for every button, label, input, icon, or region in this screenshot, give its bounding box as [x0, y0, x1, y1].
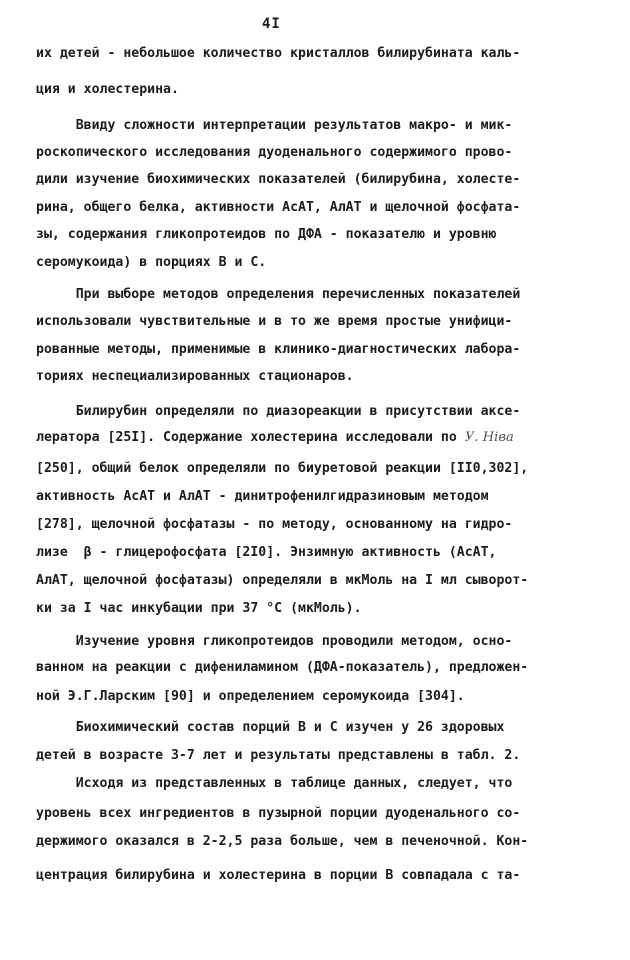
- text-line: [36, 116, 594, 136]
- text-line: [36, 571, 594, 591]
- text-line: [36, 428, 594, 448]
- text-line: [36, 225, 594, 245]
- text-line: [36, 340, 594, 360]
- text-line: [36, 44, 594, 64]
- line-text: АлАТ, щелочной фосфатазы) определяли в мкМоль на I мл сыворот-: [36, 573, 529, 588]
- text-line: [36, 312, 594, 332]
- line-text: Ввиду сложности интерпретации результатов макро- и мик-: [36, 118, 513, 133]
- text-line: [36, 804, 594, 824]
- line-text: использовали чувствительные и в то же время простые унифици-: [36, 314, 513, 329]
- text-line: [36, 746, 594, 766]
- line-text: центрация билирубина и холестерина в порции В совпадала с та-: [36, 868, 521, 883]
- line-text: ки за I час инкубации при 37 °С (мкМоль).: [36, 601, 362, 616]
- line-text: уровень всех ингредиентов в пузырной порции дуоденального со-: [36, 806, 521, 821]
- text-line: [36, 718, 594, 738]
- text-line: [36, 687, 594, 707]
- line-text: держимого оказался в 2-2,5 раза больше, чем в печеночной. Кон-: [36, 834, 529, 849]
- line-text: Биохимический состав порций В и С изучен у 26 здоровых: [36, 720, 505, 735]
- text-line: [36, 866, 594, 886]
- text-line: [36, 80, 594, 100]
- line-text: Билирубин определяли по диазореакции в присутствии аксе-: [36, 404, 521, 419]
- line-text: зы, содержания гликопротеидов по ДФА - показателю и уровню: [36, 227, 497, 242]
- text-line: [36, 402, 594, 422]
- text-line: [36, 170, 594, 190]
- line-text: ной Э.Г.Ларским [90] и определением серомукоида [304].: [36, 689, 465, 704]
- line-text: [278], щелочной фосфатазы - по методу, основанному на гидро-: [36, 517, 513, 532]
- text-line: [36, 459, 594, 479]
- line-text: ция и холестерина.: [36, 82, 179, 97]
- line-text: При выборе методов определения перечисленных показателей: [36, 287, 521, 302]
- text-line: [36, 632, 594, 652]
- line-text: роскопического исследования дуоденального содержимого прово-: [36, 145, 513, 160]
- text-line: [36, 515, 594, 535]
- line-text: ванном на реакции с дифениламином (ДФА-показатель), предложен-: [36, 660, 529, 675]
- text-line: [36, 253, 594, 273]
- line-text: ториях неспециализированных стационаров.: [36, 369, 354, 384]
- text-line: [36, 143, 594, 163]
- line-text: Исходя из представленных в таблице данных, следует, что: [36, 776, 513, 791]
- handwritten-author-name: У. Нiва: [464, 430, 514, 445]
- text-line: [36, 774, 594, 794]
- line-text: Изучение уровня гликопротеидов проводили методом, осно-: [36, 634, 513, 649]
- text-line: [36, 832, 594, 852]
- text-line: [36, 487, 594, 507]
- page-number: 4I: [262, 16, 281, 32]
- text-line: [36, 367, 594, 387]
- text-line: [36, 198, 594, 218]
- text-line: [36, 599, 594, 619]
- line-text: рина, общего белка, активности АсАТ, АлАТ и щелочной фосфата-: [36, 200, 521, 215]
- text-line: [36, 285, 594, 305]
- line-text: детей в возрасте 3-7 лет и результаты представлены в табл. 2.: [36, 748, 521, 763]
- line-text: лератора [25I]. Содержание холестерина исследовали по: [36, 430, 465, 445]
- text-line: [36, 543, 594, 563]
- line-text: [250], общий белок определяли по биуретовой реакции [II0,302],: [36, 461, 529, 476]
- line-text: активность АсАТ и АлАТ - динитрофенилгидразиновым методом: [36, 489, 489, 504]
- line-text: лизе β - глицерофосфата [2I0]. Энзимную активность (АсАТ,: [36, 545, 497, 560]
- line-text: серомукоида) в порциях В и С.: [36, 255, 267, 270]
- line-text: дили изучение биохимических показателей (билирубина, холесте-: [36, 172, 521, 187]
- line-text: рованные методы, применимые в клинико-диагностических лабора-: [36, 342, 521, 357]
- line-text: их детей - небольшое количество кристаллов билирубината каль-: [36, 46, 521, 61]
- text-line: [36, 658, 594, 678]
